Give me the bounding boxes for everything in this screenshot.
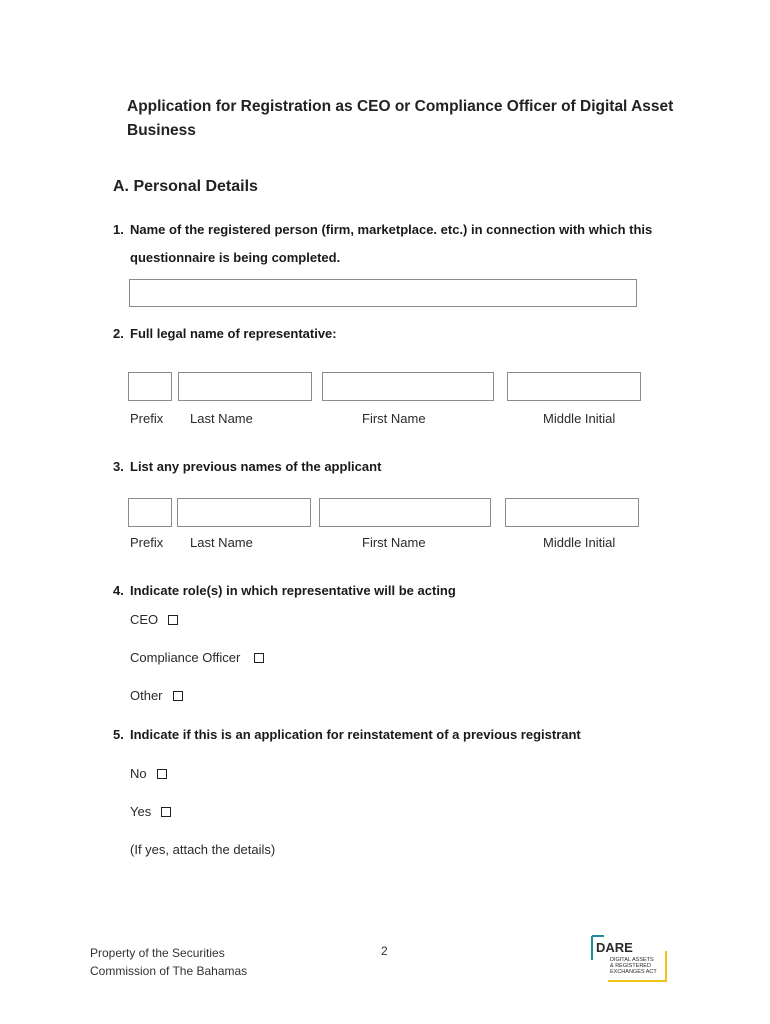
reinstatement-option-yes-label: Yes <box>130 804 152 819</box>
logo-tagline-1: DIGITAL ASSETS <box>610 957 654 963</box>
question-1 <box>113 222 652 237</box>
role-ceo-checkbox[interactable] <box>168 615 178 625</box>
reinstatement-note: (If yes, attach the details) <box>130 842 276 857</box>
legal-name-last-label: Last Name <box>190 411 253 426</box>
role-option-compliance-officer-label: Compliance Officer <box>130 650 241 665</box>
role-option-other-label: Other <box>130 688 163 703</box>
question-2-number: 2. <box>113 326 124 341</box>
legal-name-first-label: First Name <box>362 411 426 426</box>
question-3-text: List any previous names of the applicant <box>130 459 382 474</box>
question-2-text: Full legal name of representative: <box>130 326 337 341</box>
role-option-ceo-label: CEO <box>130 612 159 627</box>
document-title-line1: Application for Registration as CEO or Compliance Officer of Digital Asset <box>127 98 674 115</box>
question-4-text: Indicate role(s) in which representative will be acting <box>130 583 456 598</box>
previous-name-last-field[interactable] <box>177 498 311 527</box>
question-3 <box>113 459 381 474</box>
reinstatement-yes-checkbox[interactable] <box>161 807 171 817</box>
question-4-number: 4. <box>113 583 124 598</box>
page-number: 2 <box>381 944 388 958</box>
footer-owner <box>90 944 247 980</box>
registered-person-field[interactable] <box>129 279 637 307</box>
footer-owner-line2: Commission of The Bahamas <box>90 964 248 978</box>
legal-name-middle-label: Middle Initial <box>543 411 616 426</box>
question-1-text-line2: questionnaire is being completed. <box>130 250 341 265</box>
reinstatement-option-yes[interactable] <box>130 804 171 819</box>
question-2 <box>113 326 337 341</box>
previous-name-prefix-label: Prefix <box>130 535 164 550</box>
question-1-text: Name of the registered person (firm, marketplace. etc.) in connection with which this <box>130 222 653 237</box>
question-4 <box>113 583 456 598</box>
question-5-text: Indicate if this is an application for reinstatement of a previous registrant <box>130 727 581 742</box>
legal-name-prefix-label: Prefix <box>130 411 164 426</box>
previous-name-middle-label: Middle Initial <box>543 535 616 550</box>
footer-owner-line1: Property of the Securities <box>90 946 225 960</box>
reinstatement-option-no[interactable] <box>130 766 167 781</box>
role-option-other[interactable] <box>130 688 183 703</box>
logo-name: DARE <box>596 940 633 955</box>
previous-name-first-field[interactable] <box>319 498 491 527</box>
role-option-compliance-officer[interactable] <box>130 650 264 665</box>
reinstatement-option-no-label: No <box>130 766 147 781</box>
legal-name-first-field[interactable] <box>322 372 494 401</box>
section-heading: A. Personal Details <box>113 178 258 195</box>
role-option-ceo[interactable] <box>130 612 178 627</box>
logo-tagline-3: EXCHANGES ACT <box>610 969 657 975</box>
dare-logo <box>590 933 668 983</box>
question-1-number: 1. <box>113 222 124 237</box>
legal-name-middle-field[interactable] <box>507 372 641 401</box>
role-compliance-officer-checkbox[interactable] <box>254 653 264 663</box>
logo-tagline-2: & REGISTERED <box>610 963 651 969</box>
question-5-number: 5. <box>113 727 124 742</box>
document-title <box>127 95 687 143</box>
reinstatement-no-checkbox[interactable] <box>157 769 167 779</box>
previous-name-prefix-field[interactable] <box>128 498 172 527</box>
previous-name-last-label: Last Name <box>190 535 253 550</box>
question-5 <box>113 727 581 742</box>
role-other-checkbox[interactable] <box>173 691 183 701</box>
previous-name-middle-field[interactable] <box>505 498 639 527</box>
document-title-line2: Business <box>127 122 196 139</box>
dare-logo-graphic <box>590 933 668 983</box>
question-3-number: 3. <box>113 459 124 474</box>
legal-name-last-field[interactable] <box>178 372 312 401</box>
previous-name-first-label: First Name <box>362 535 426 550</box>
legal-name-prefix-field[interactable] <box>128 372 172 401</box>
